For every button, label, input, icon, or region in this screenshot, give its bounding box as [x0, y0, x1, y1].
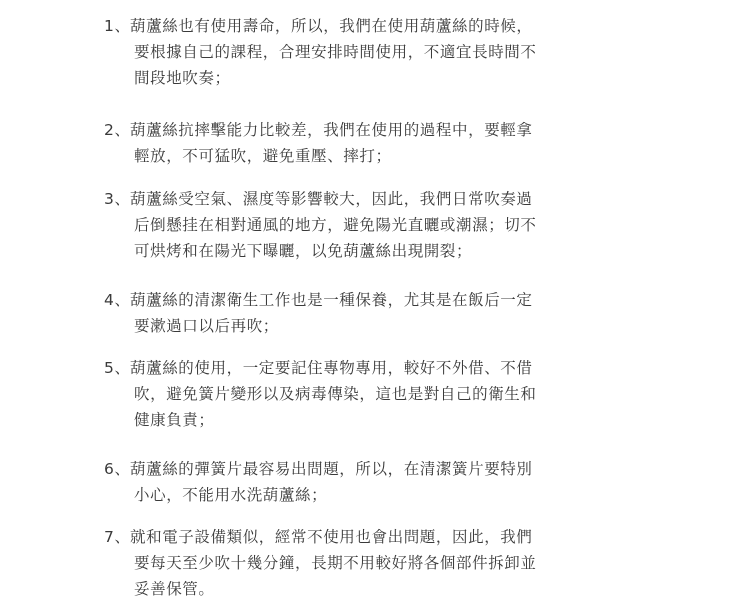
text-line: 后倒懸挂在相對通風的地方，避免陽光直曬或潮濕；切不 [134, 216, 537, 234]
text-line: 要漱過口以后再吹； [134, 317, 279, 335]
item-text [130, 287, 664, 339]
item-number: 6、 [104, 460, 131, 478]
item-number: 7、 [104, 528, 131, 546]
text-line: 吹，避免簧片變形以及病毒傳染，這也是對自己的衛生和 [134, 385, 537, 403]
item-number: 1、 [104, 17, 131, 35]
item-text [130, 186, 664, 264]
text-line: 葫蘆絲的彈簧片最容易出問題，所以，在清潔簧片要特別 [130, 460, 533, 478]
text-line: 葫蘆絲受空氣、濕度等影響較大，因此，我們日常吹奏過 [130, 190, 533, 208]
item-number: 5、 [104, 359, 131, 377]
item-number: 2、 [104, 121, 131, 139]
text-line: 葫蘆絲抗摔擊能力比較差，我們在使用的過程中，要輕拿 [130, 121, 533, 139]
item-number: 3、 [104, 190, 131, 208]
item-text [130, 355, 664, 433]
item-number: 4、 [104, 291, 131, 309]
item-text [130, 456, 664, 508]
text-line: 要根據自己的課程，合理安排時間使用，不適宜長時間不 [134, 43, 537, 61]
text-line: 間段地吹奏； [134, 69, 231, 87]
item-text [130, 524, 664, 602]
text-line: 葫蘆絲的使用，一定要記住專物專用，較好不外借、不借 [130, 359, 533, 377]
text-line: 就和電子設備類似，經常不使用也會出問題，因此，我們 [130, 528, 533, 546]
text-line: 可烘烤和在陽光下曝曬，以免葫蘆絲出現開裂； [134, 242, 473, 260]
text-line: 妥善保管。 [134, 580, 215, 598]
item-text [130, 13, 664, 91]
text-line: 葫蘆絲也有使用壽命，所以，我們在使用葫蘆絲的時候， [130, 17, 533, 35]
text-line: 輕放，不可猛吹，避免重壓、摔打； [134, 147, 392, 165]
item-text [130, 117, 664, 169]
text-line: 健康負責； [134, 411, 215, 429]
text-line: 要每天至少吹十幾分鐘，長期不用較好將各個部件拆卸並 [134, 554, 537, 572]
text-line: 小心，不能用水洗葫蘆絲； [134, 486, 328, 504]
text-line: 葫蘆絲的清潔衛生工作也是一種保養，尤其是在飯后一定 [130, 291, 533, 309]
